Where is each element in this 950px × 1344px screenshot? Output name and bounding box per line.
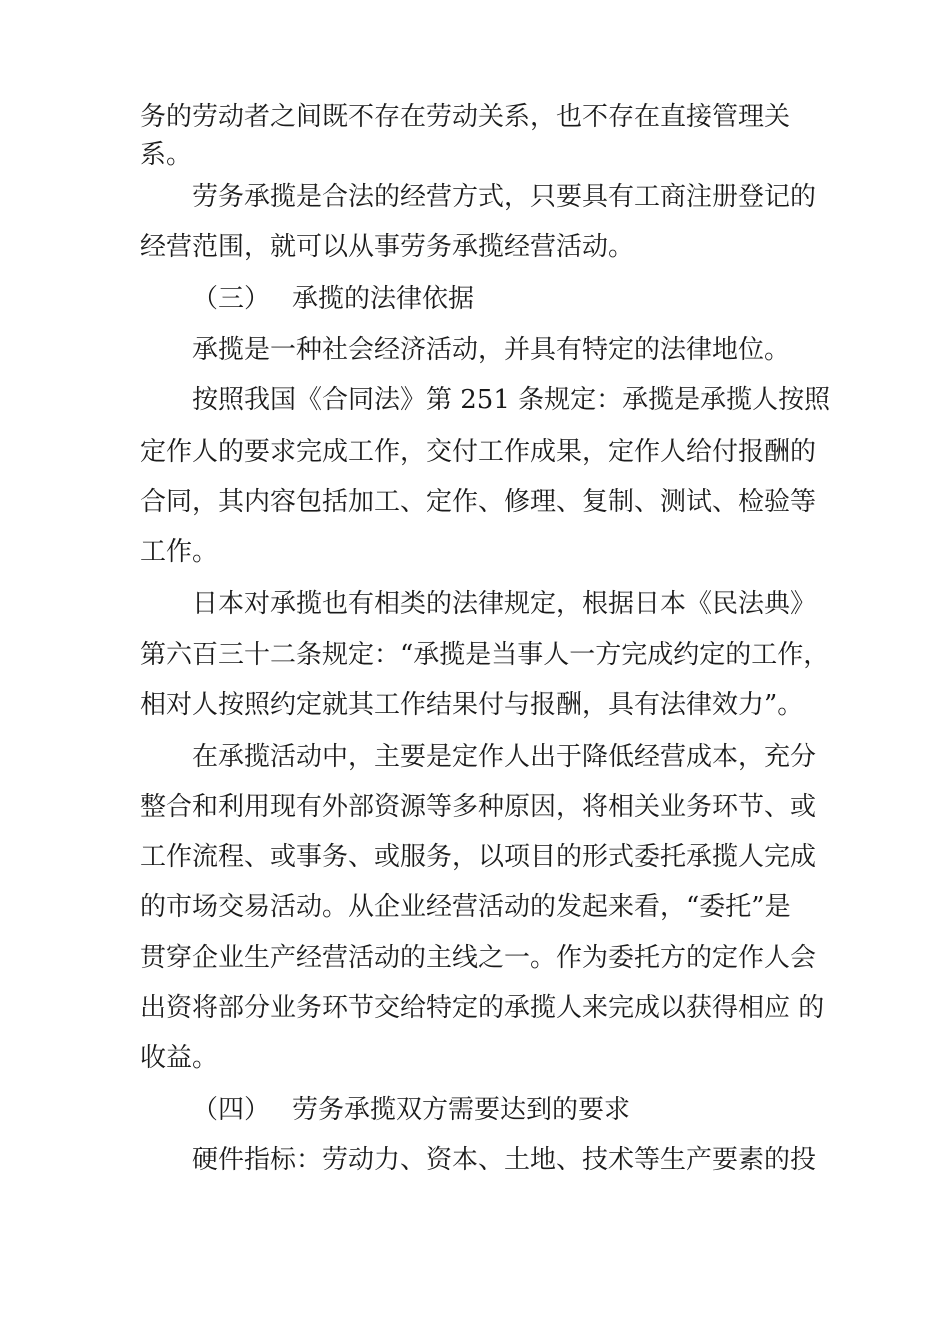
text-line: 贯穿企业生产经营活动的主线之一。作为委托方的定作人会 xyxy=(140,943,817,973)
paragraph-line: 日本对承揽也有相类的法律规定，根据日本《民法典》 xyxy=(192,589,817,619)
section-heading-4 xyxy=(192,1093,840,1127)
text-line: 系。 xyxy=(140,140,193,170)
text-line: 定作人的要求完成工作，交付工作成果，定作人给付报酬的 xyxy=(140,437,817,467)
heading-number: （三） xyxy=(192,284,271,314)
text-line: 务的劳动者之间既不存在劳动关系，也不存在直接管理关 xyxy=(140,102,791,132)
text-line: 整合和利用现有外部资源等多种原因，将相关业务环节、或 xyxy=(140,792,817,822)
heading-title: 承揽的法律依据 xyxy=(292,284,475,314)
paragraph-line: 硬件指标：劳动力、资本、土地、技术等生产要素的投 xyxy=(192,1145,817,1175)
text-line: 相对人按照约定就其工作结果付与报酬，具有法律效力”。 xyxy=(140,690,804,720)
paragraph-line: 按照我国《合同法》第 251 条规定：承揽是承揽人按照 xyxy=(192,385,831,415)
heading-title: 劳务承揽双方需要达到的要求 xyxy=(292,1095,631,1125)
section-heading-3 xyxy=(192,282,840,316)
text-line: 合同，其内容包括加工、定作、修理、复制、测试、检验等 xyxy=(140,487,817,517)
text-line: 经营范围，就可以从事劳务承揽经营活动。 xyxy=(140,232,635,262)
heading-number: （四） xyxy=(192,1095,271,1125)
paragraph-line: 在承揽活动中，主要是定作人出于降低经营成本，充分 xyxy=(192,742,817,772)
text-line: 的市场交易活动。从企业经营活动的发起来看，“委托”是 xyxy=(140,892,791,922)
paragraph-line: 承揽是一种社会经济活动，并具有特定的法律地位。 xyxy=(192,335,791,365)
text-line: 工作。 xyxy=(140,537,219,567)
text-line: 收益。 xyxy=(140,1043,219,1073)
text-line: 第六百三十二条规定：“承揽是当事人一方完成约定的工作， xyxy=(140,640,830,670)
text-line: 工作流程、或事务、或服务，以项目的形式委托承揽人完成 xyxy=(140,842,817,872)
text-line: 出资将部分业务环节交给特定的承揽人来完成以获得相应 的 xyxy=(140,993,825,1023)
paragraph-line: 劳务承揽是合法的经营方式，只要具有工商注册登记的 xyxy=(192,182,817,212)
